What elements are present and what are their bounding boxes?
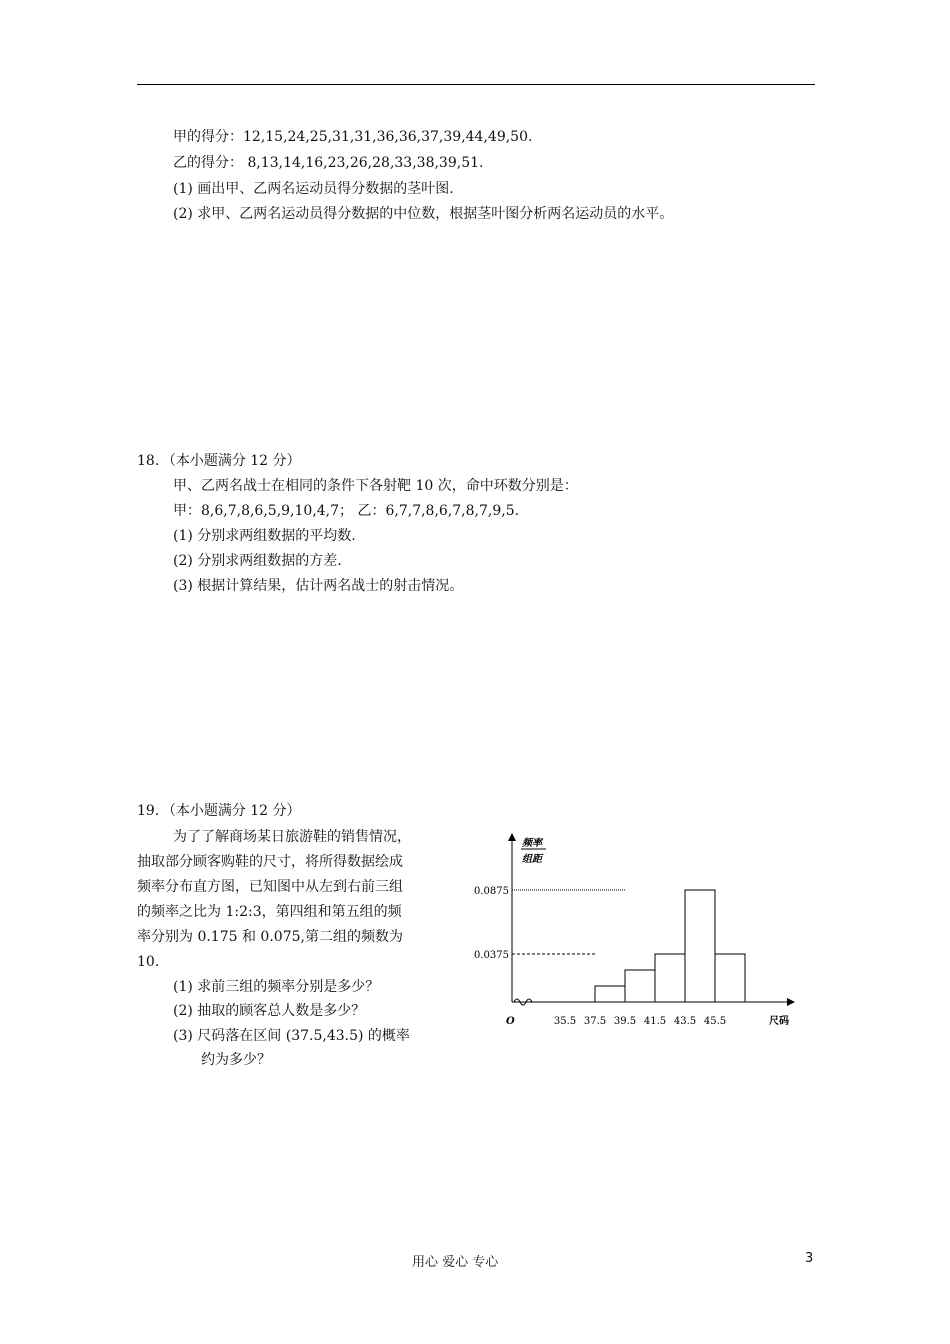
q19-paragraph-line: 为了了解商场某日旅游鞋的销售情况，	[173, 829, 411, 845]
histogram-marks	[474, 886, 745, 1027]
q19-paragraph-line: 10.	[137, 954, 160, 970]
x-axis-label: 尺码	[769, 1016, 789, 1027]
histogram-bar	[625, 970, 655, 1002]
y-tick-label: 0.0375	[474, 950, 509, 961]
q19-header: 19．（本小题满分 12 分）	[137, 803, 301, 819]
q17-part1: (1) 画出甲、乙两名运动员得分数据的茎叶图.	[173, 181, 454, 197]
histogram-bar	[685, 890, 715, 1002]
q19-paragraph-line: 抽取部分顾客购鞋的尺寸，将所得数据绘成	[137, 854, 403, 870]
q18-header: 18．（本小题满分 12 分）	[137, 453, 301, 469]
histogram-bar	[655, 954, 685, 1002]
q17-jia-scores: 甲的得分：12,15,24,25,31,31,36,36,37,39,44,49,50.	[173, 129, 533, 145]
q18-part1: (1) 分别求两组数据的平均数.	[173, 528, 356, 544]
x-tick-label: 35.5	[553, 1016, 577, 1027]
x-tick-label: 37.5	[583, 1016, 607, 1027]
x-tick-label: 39.5	[613, 1016, 637, 1027]
page-number: 3	[805, 1251, 814, 1266]
y-axis-label-bottom: 组距	[522, 854, 542, 865]
x-tick-label: 45.5	[703, 1016, 727, 1027]
q18-part3: (3) 根据计算结果，估计两名战士的射击情况。	[173, 578, 464, 594]
q19-paragraph-line: 的频率之比为 1:2:3，第四组和第五组的频	[137, 904, 402, 920]
y-axis-label-top: 频率	[522, 838, 542, 849]
histogram-bar	[715, 954, 745, 1002]
histogram-bar	[595, 986, 625, 1002]
footer-motto: 用心 爱心 专心	[412, 1255, 499, 1270]
histogram-chart	[470, 832, 810, 1037]
q17-part2: (2) 求甲、乙两名运动员得分数据的中位数，根据茎叶图分析两名运动员的水平。	[173, 206, 674, 222]
q19-part3: (3) 尺码落在区间 (37.5,43.5) 的概率	[173, 1028, 410, 1044]
q19-part1: (1) 求前三组的频率分别是多少？	[173, 979, 380, 995]
header-rule	[137, 84, 815, 85]
q18-data: 甲：8,6,7,8,6,5,9,10,4,7； 乙：6,7,7,8,6,7,8,7,9,5.	[173, 503, 520, 519]
q19-paragraph-line: 频率分布直方图，已知图中从左到右前三组	[137, 879, 403, 895]
q19-paragraph-line: 率分别为 0.175 和 0.075,第二组的频数为	[137, 929, 403, 945]
x-tick-label: 43.5	[673, 1016, 697, 1027]
q18-intro: 甲、乙两名战士在相同的条件下各射靶 10 次，命中环数分别是：	[173, 478, 578, 494]
q19-part2: (2) 抽取的顾客总人数是多少？	[173, 1003, 366, 1019]
origin-label: O	[506, 1016, 515, 1027]
y-tick-label: 0.0875	[474, 886, 509, 897]
q17-yi-scores: 乙的得分： 8,13,14,16,23,26,28,33,38,39,51.	[173, 155, 484, 171]
x-tick-label: 41.5	[643, 1016, 667, 1027]
q18-part2: (2) 分别求两组数据的方差.	[173, 553, 342, 569]
q19-part3-continued: 约为多少？	[201, 1052, 271, 1068]
